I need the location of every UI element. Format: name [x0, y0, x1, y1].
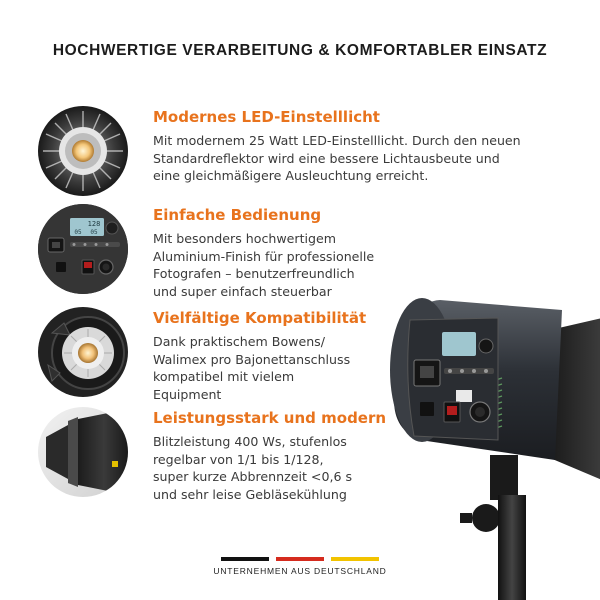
headline: HOCHWERTIGE VERARBEITUNG & KOMFORTABLER EINSATZ [52, 42, 548, 59]
description-line: eine gleichmäßigere Ausleuchtung erreicht. [153, 168, 429, 183]
description-line: regelbar von 1/1 bis 1/128, [153, 451, 324, 467]
led-modeling-light-icon [38, 106, 128, 196]
description-line: Blitzleistung 400 Ws, stufenlos [153, 434, 347, 449]
display-left-value: 05 [74, 229, 82, 236]
flag-stripe-gold [331, 557, 379, 561]
display-right-value: 05 [90, 229, 98, 236]
description-line: und sehr leise Gebläsekühlung [153, 486, 347, 502]
feature-title: Modernes LED-Einstelllicht [153, 108, 380, 126]
feature-led-light [38, 106, 521, 202]
feature-title: Leistungsstark und modern [153, 409, 387, 427]
control-panel-icon [38, 204, 128, 294]
description-line: Mit besonders hochwertigem [153, 231, 337, 246]
description-line: Aluminium-Finish für professionelle [153, 248, 375, 264]
display-top-value: 128 [87, 220, 101, 228]
reflector-icon [38, 407, 128, 497]
description-line: Equipment [153, 386, 222, 402]
feature-description [153, 132, 521, 185]
footer-text: UNTERNEHMEN AUS DEUTSCHLAND [213, 566, 387, 576]
description-line: Dank praktischem Bowens/ [153, 334, 325, 349]
description-line: und super einfach steuerbar [153, 283, 332, 299]
description-line: Standardreflektor wird eine bessere Lichtausbeute und [153, 150, 500, 166]
flag-stripe-red [276, 557, 324, 561]
studio-flash-product-image [380, 290, 600, 600]
feature-compatibility [38, 307, 418, 403]
description-line: super kurze Abbrennzeit <0,6 s [153, 469, 353, 484]
description-line: kompatibel mit vielem [153, 369, 295, 384]
feature-title: Vielfältige Kompatibilität [153, 309, 367, 327]
description-line: Walimex pro Bajonettanschluss [153, 351, 351, 367]
feature-title: Einfache Bedienung [153, 206, 322, 224]
description-line: Fotografen – benutzerfreundlich [153, 266, 355, 281]
flag-stripe-black [221, 557, 269, 561]
feature-performance [38, 407, 418, 503]
feature-operation [38, 204, 418, 300]
bowens-mount-icon [38, 307, 128, 397]
description-line: Mit modernem 25 Watt LED-Einstelllicht. Durch den neuen [153, 133, 521, 148]
